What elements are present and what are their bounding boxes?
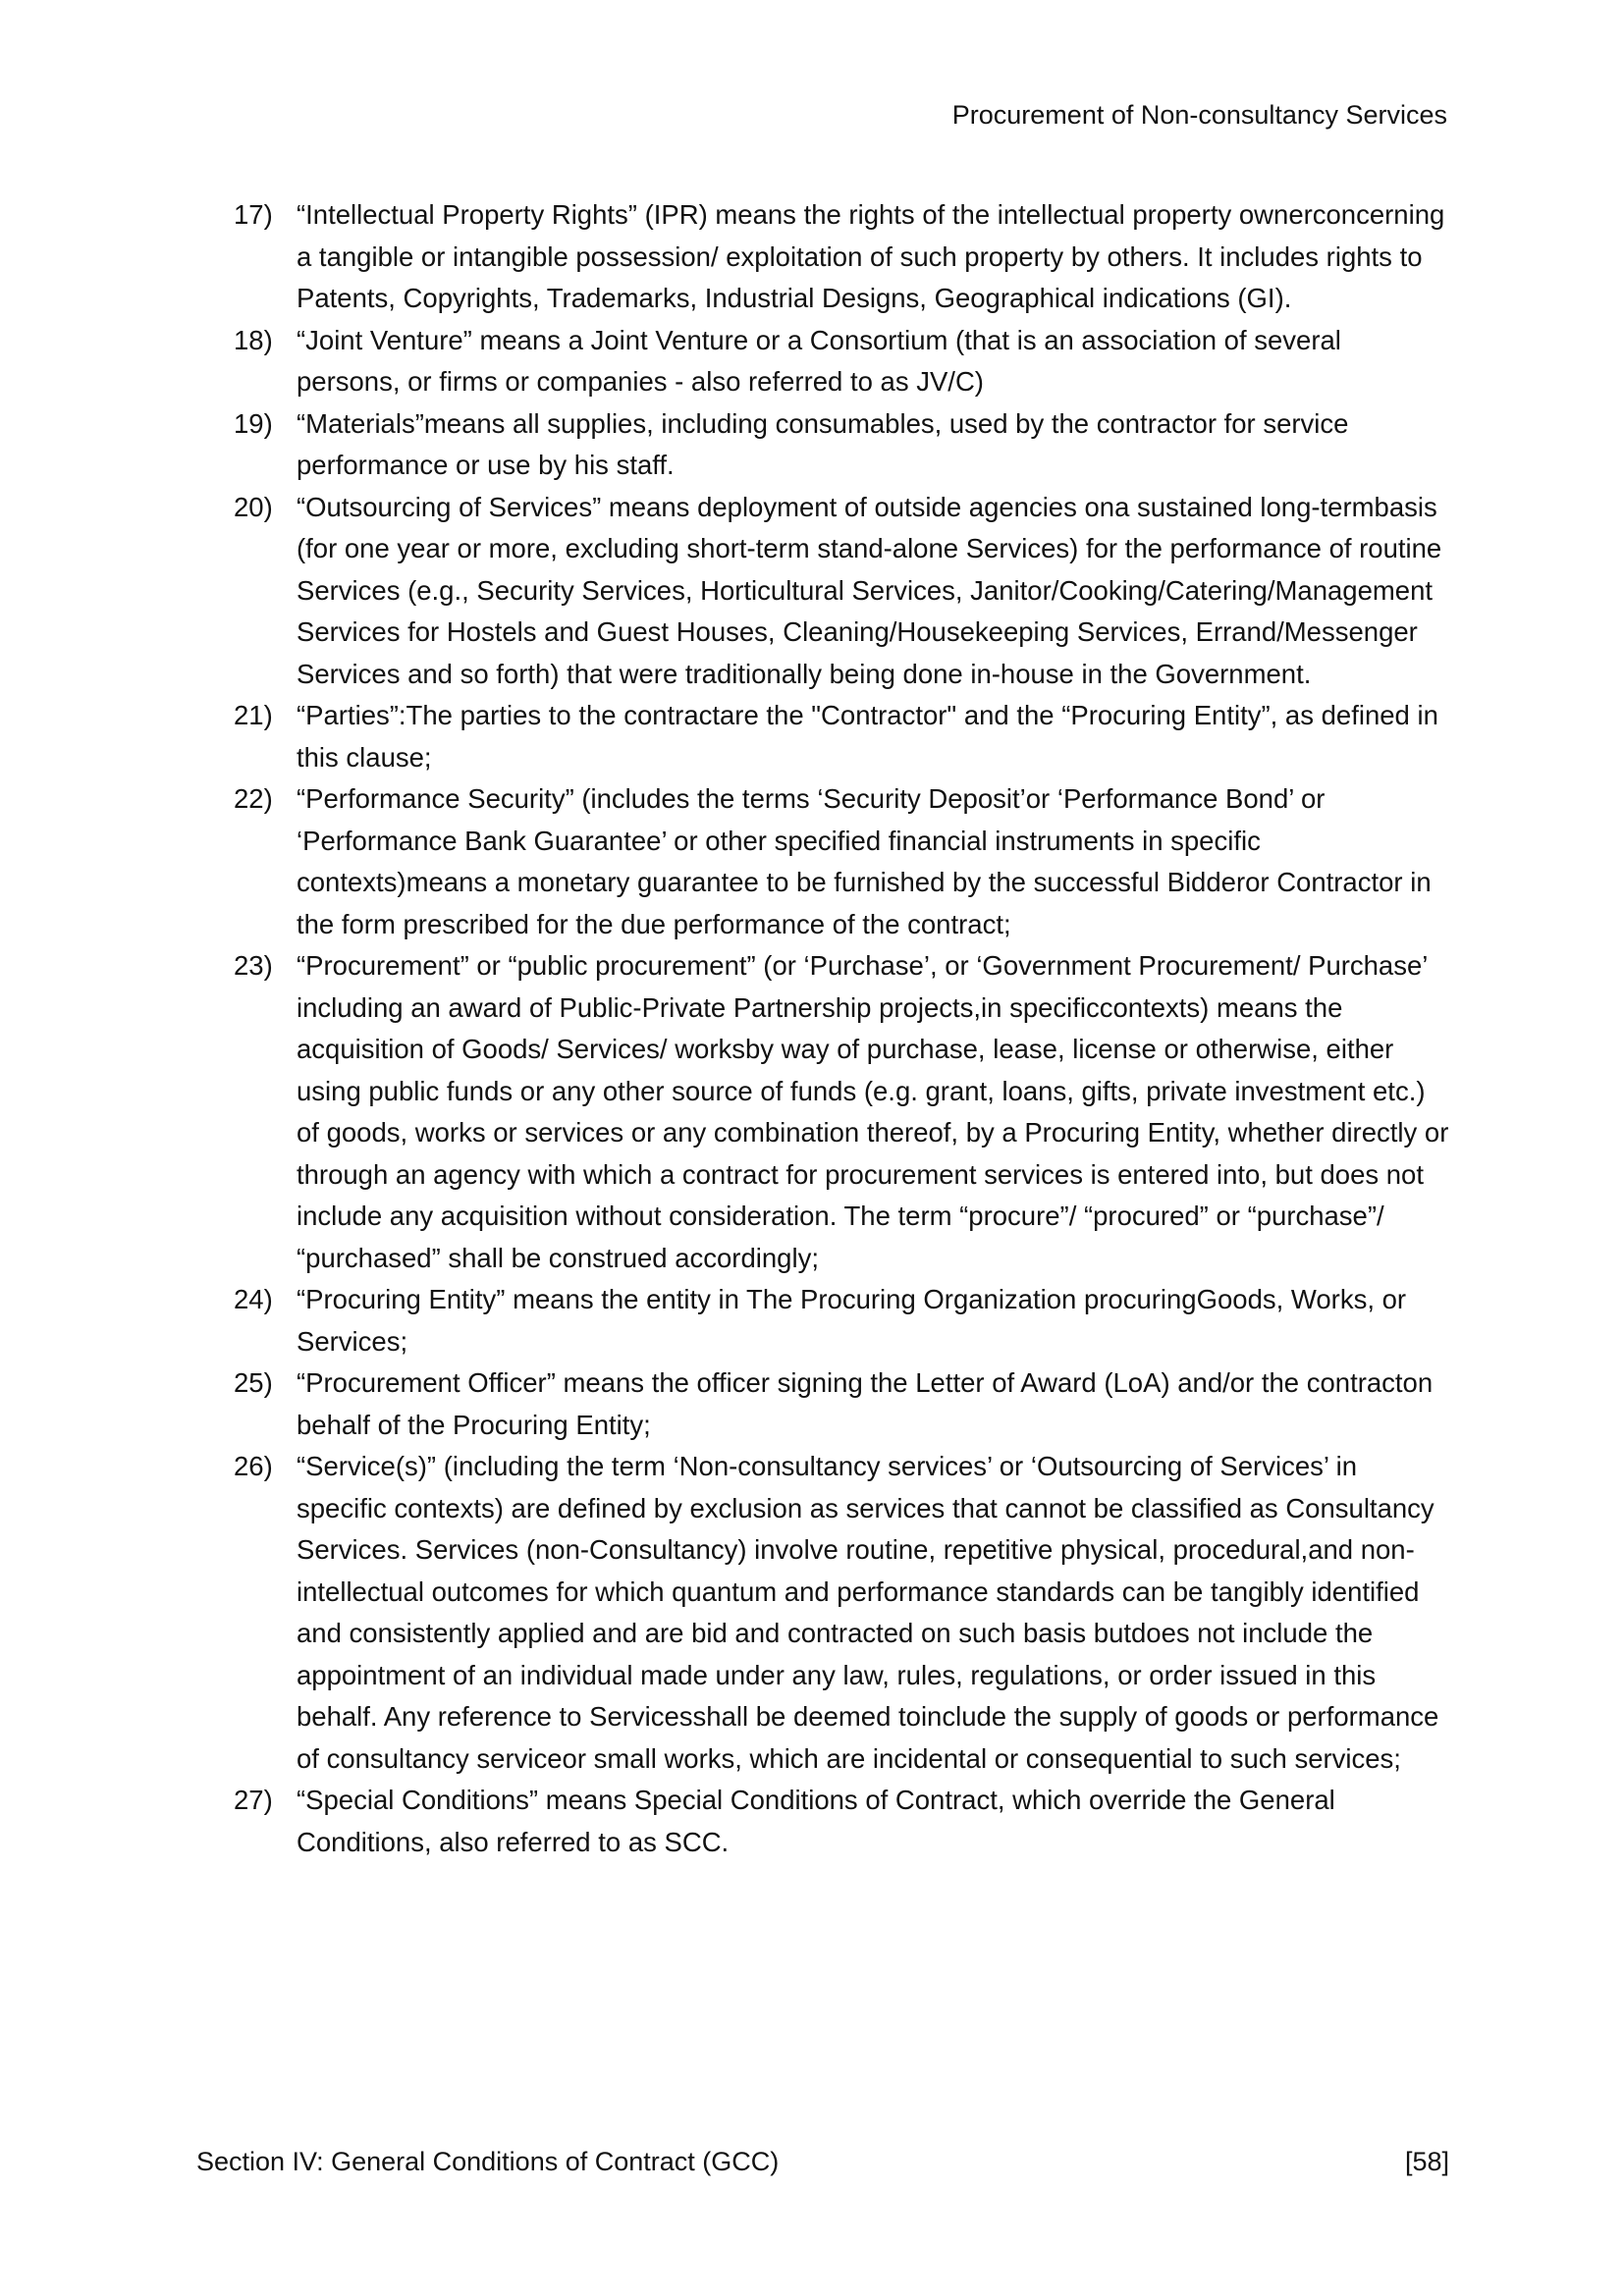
list-item: [234, 1446, 1451, 1780]
definitions-list: [234, 194, 1451, 1863]
item-number: 23): [234, 950, 273, 981]
item-number: 24): [234, 1284, 273, 1314]
list-item: [234, 1279, 1451, 1362]
item-text: “Service(s)” (including the term ‘Non-consultancy services’ or ‘Outsourcing of Services’ in specific contexts) are defined by exclusion as services that cannot be classified as Consultancy Services. Services (non-Consultancy) involve routine, repetitive physical, procedural,and non-intellectual outcomes for which quantum and performance standards can be tangibly identified and consistently applied and are bid and contracted on such basis butdoes not include the appointment of an individual made under any law, rules, regulations, or order issued in this behalf. Any reference to Servicesshall be deemed toinclude the supply of goods or performance of consultancy serviceor small works, which are incidental or consequential to such services;: [297, 1451, 1439, 1774]
item-text: “Special Conditions” means Special Conditions of Contract, which override the General Conditions, also referred to as SCC.: [297, 1785, 1335, 1857]
item-text: “Parties”:The parties to the contractare the "Contractor" and the “Procuring Entity”, as defined in this clause;: [297, 700, 1438, 773]
item-number: 21): [234, 700, 273, 730]
item-number: 20): [234, 491, 273, 522]
list-item: [234, 320, 1451, 403]
footer-section-title: Section IV: General Conditions of Contract (GCC): [196, 2147, 780, 2176]
item-text: “Performance Security” (includes the terms ‘Security Deposit’or ‘Performance Bond’ or ‘Performance Bank Guarantee’ or other specified financial instruments in specific contexts)means a monetary guarantee to be furnished by the successful Bidderor Contractor in the form prescribed for the due performance of the contract;: [297, 783, 1432, 939]
item-text: “Procurement Officer” means the officer signing the Letter of Award (LoA) and/or the contracton behalf of the Procuring Entity;: [297, 1367, 1434, 1440]
item-number: 17): [234, 199, 273, 230]
item-number: 25): [234, 1367, 273, 1398]
footer-page-number: [58]: [1404, 2147, 1449, 2176]
list-item: [234, 487, 1451, 696]
header-title: Procurement of Non-consultancy Services: [951, 100, 1447, 130]
page-footer: [196, 2145, 1449, 2178]
item-number: 19): [234, 407, 273, 439]
item-text: “Outsourcing of Services” means deployment of outside agencies ona sustained long-termbasis (for one year or more, excluding short-term stand-alone Services) for the performance of routine Services (e.g., Security Services, Horticultural Services, Janitor/Cooking/Catering/Management Services for Hostels and Guest Houses, Cleaning/Housekeeping Services, Errand/Messenger Services and so forth) that were traditionally being done in-house in the Government.: [297, 491, 1442, 689]
page-header: [192, 98, 1447, 132]
list-item: [234, 403, 1451, 487]
list-item: [234, 1780, 1451, 1863]
item-number: 18): [234, 324, 273, 355]
item-number: 22): [234, 783, 273, 814]
list-item: [234, 945, 1451, 1279]
item-text: “Procurement” or “public procurement” (or ‘Purchase’, or ‘Government Procurement/ Purchase’ including an award of Public-Private Partnership projects,in specificcontexts) means the acquisition of Goods/ Services/ worksby way of purchase, lease, license or otherwise, either using public funds or any other source of funds (e.g. grant, loans, gifts, private investment etc.) of goods, works or services or any combination thereof, by a Procuring Entity, whether directly or through an agency with which a contract for procurement services is entered into, but does not include any acquisition without consideration. The term “procure”/ “procured” or “purchase”/ “purchased” shall be construed accordingly;: [297, 950, 1449, 1273]
item-text: “Joint Venture” means a Joint Venture or a Consortium (that is an association of several persons, or firms or companies - also referred to as JV/C): [297, 324, 1341, 397]
item-number: 26): [234, 1451, 273, 1481]
item-number: 27): [234, 1785, 273, 1815]
item-text: “Materials”means all supplies, including consumables, used by the contractor for service performance or use by his staff.: [297, 407, 1349, 480]
list-item: [234, 695, 1451, 778]
list-item: [234, 1362, 1451, 1446]
list-item: [234, 778, 1451, 945]
list-item: [234, 194, 1451, 320]
item-text: “Intellectual Property Rights” (IPR) means the rights of the intellectual property ownerconcerning a tangible or intangible possession/ exploitation of such property by others. It includes rights to Patents, Copyrights, Trademarks, Industrial Designs, Geographical indications (GI).: [297, 199, 1445, 313]
item-text: “Procuring Entity” means the entity in The Procuring Organization procuringGoods, Works, or Services;: [297, 1284, 1407, 1357]
